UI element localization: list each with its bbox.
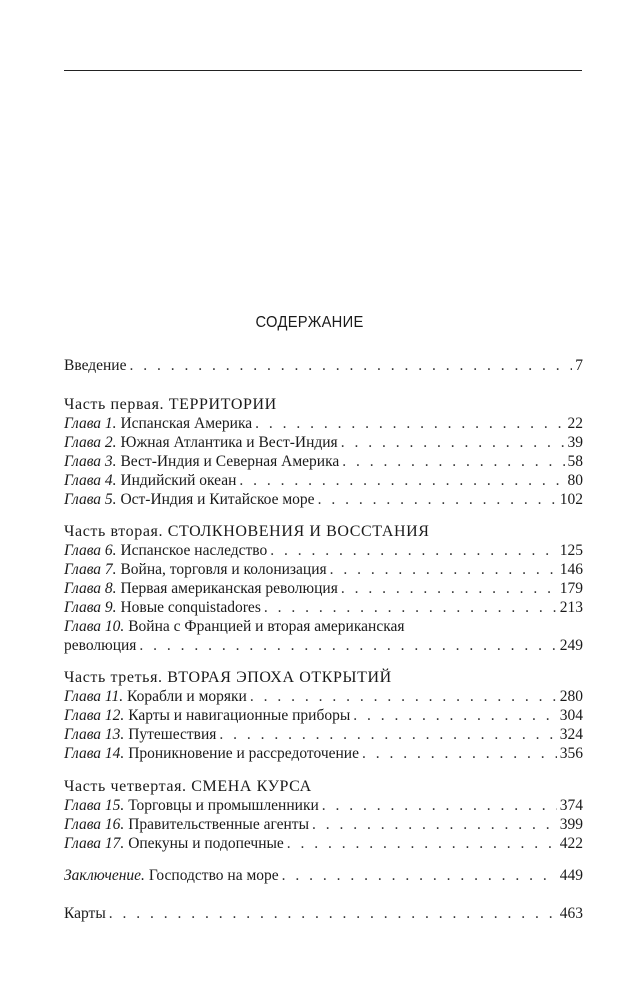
leader-dots — [341, 433, 565, 453]
chapter-title: Правительственные агенты — [128, 816, 309, 833]
page-number: 449 — [559, 867, 583, 884]
chapter-title: Проникновение и рассредоточение — [128, 745, 359, 762]
top-rule — [64, 70, 582, 71]
toc-entry — [64, 687, 583, 707]
leader-dots — [139, 636, 556, 656]
page-number: 249 — [559, 637, 583, 654]
page-number: 356 — [559, 745, 583, 762]
chapter-number: Глава 8. — [64, 580, 117, 597]
chapter-number: Глава 13. — [64, 726, 125, 743]
part-heading: Часть третья. ВТОРАЯ ЭПОХА ОТКРЫТИЙ — [64, 669, 392, 686]
page-number: 422 — [559, 835, 583, 852]
leader-dots — [330, 560, 557, 580]
chapter-title: Новые conquistadores — [120, 599, 261, 616]
toc-entry — [64, 560, 583, 580]
toc-entry — [64, 414, 583, 434]
leader-dots — [322, 796, 557, 816]
toc-title: СОДЕРЖАНИЕ — [255, 314, 364, 331]
entry-label: Карты — [64, 905, 106, 922]
chapter-title: Южная Атлантика и Вест-Индия — [120, 434, 338, 451]
page-number: 463 — [559, 905, 583, 922]
toc-entry — [64, 617, 583, 637]
page-number: 22 — [567, 415, 583, 432]
toc-entry — [64, 490, 583, 510]
toc-entry — [64, 796, 583, 816]
chapter-number: Глава 1. — [64, 415, 117, 432]
chapter-number: Глава 15. — [64, 797, 125, 814]
leader-dots — [287, 834, 557, 854]
toc-entry — [64, 471, 583, 491]
chapter-number: Глава 12. — [64, 707, 125, 724]
leader-dots — [129, 356, 572, 376]
chapter-number: Глава 2. — [64, 434, 117, 451]
part-heading: Часть четвертая. СМЕНА КУРСА — [64, 778, 312, 795]
chapter-title-continuation: революция — [64, 637, 137, 654]
leader-dots — [312, 815, 557, 835]
page-number: 213 — [559, 599, 583, 616]
page-number: 39 — [567, 434, 583, 451]
chapter-title: Ост-Индия и Китайское море — [120, 491, 315, 508]
chapter-number: Глава 3. — [64, 453, 117, 470]
toc-entry — [64, 834, 583, 854]
leader-dots — [109, 904, 557, 924]
chapter-title: Первая американская революция — [120, 580, 338, 597]
leader-dots — [239, 471, 564, 491]
chapter-title: Вест-Индия и Северная Америка — [120, 453, 340, 470]
part-heading: Часть первая. ТЕРРИТОРИИ — [64, 396, 277, 413]
page-number: 7 — [575, 357, 583, 374]
toc-entry — [64, 541, 583, 561]
leader-dots — [362, 744, 557, 764]
chapter-number: Глава 6. — [64, 542, 117, 559]
page-number: 374 — [559, 797, 583, 814]
page-number: 179 — [559, 580, 583, 597]
leader-dots — [341, 579, 557, 599]
leader-dots — [318, 490, 557, 510]
chapter-title: Испанская Америка — [120, 415, 253, 432]
page-number: 80 — [567, 472, 583, 489]
chapter-title: Корабли и моряки — [127, 688, 247, 705]
chapter-number: Глава 11. — [64, 688, 124, 705]
chapter-title: Господство на море — [148, 867, 279, 884]
toc-entry — [64, 598, 583, 618]
chapter-title: Война с Францией и вторая американская — [128, 618, 405, 635]
toc-entry — [64, 744, 583, 764]
toc-entry-conclusion — [64, 866, 583, 886]
toc-entry — [64, 433, 583, 453]
toc-entry — [64, 452, 583, 472]
leader-dots — [353, 706, 557, 726]
chapter-number: Глава 9. — [64, 599, 117, 616]
chapter-number: Глава 5. — [64, 491, 117, 508]
page-number: 399 — [559, 816, 583, 833]
chapter-title: Путешествия — [128, 726, 217, 743]
page-number: 102 — [559, 491, 583, 508]
chapter-number: Глава 14. — [64, 745, 125, 762]
page-number: 58 — [567, 453, 583, 470]
chapter-number: Глава 17. — [64, 835, 125, 852]
chapter-title: Война, торговля и колонизация — [120, 561, 327, 578]
conclusion-label: Заключение. — [64, 867, 145, 884]
entry-label: Введение — [64, 357, 127, 374]
chapter-title: Опекуны и подопечные — [128, 835, 284, 852]
part-heading: Часть вторая. СТОЛКНОВЕНИЯ И ВОССТАНИЯ — [64, 523, 430, 540]
leader-dots — [250, 687, 557, 707]
toc-entry-maps — [64, 904, 583, 924]
toc-entry — [64, 725, 583, 745]
chapter-number: Глава 16. — [64, 816, 125, 833]
chapter-title: Испанское наследство — [120, 542, 268, 559]
toc-entry — [64, 579, 583, 599]
chapter-title: Торговцы и промышленники — [128, 797, 319, 814]
leader-dots — [270, 541, 556, 561]
leader-dots — [255, 414, 564, 434]
chapter-title: Индийский океан — [120, 472, 237, 489]
chapter-number: Глава 7. — [64, 561, 117, 578]
toc-entry-continuation — [64, 636, 583, 656]
chapter-number: Глава 10. — [64, 618, 125, 635]
leader-dots — [219, 725, 556, 745]
chapter-title: Карты и навигационные приборы — [128, 707, 351, 724]
toc-entry — [64, 815, 583, 835]
chapter-number: Глава 4. — [64, 472, 117, 489]
page-number: 125 — [559, 542, 583, 559]
leader-dots — [342, 452, 564, 472]
page-number: 324 — [559, 726, 583, 743]
leader-dots — [264, 598, 557, 618]
page-number: 280 — [559, 688, 583, 705]
page-number: 146 — [559, 561, 583, 578]
toc-entry — [64, 706, 583, 726]
leader-dots — [282, 866, 557, 886]
toc-entry-intro — [64, 356, 583, 376]
page-number: 304 — [559, 707, 583, 724]
